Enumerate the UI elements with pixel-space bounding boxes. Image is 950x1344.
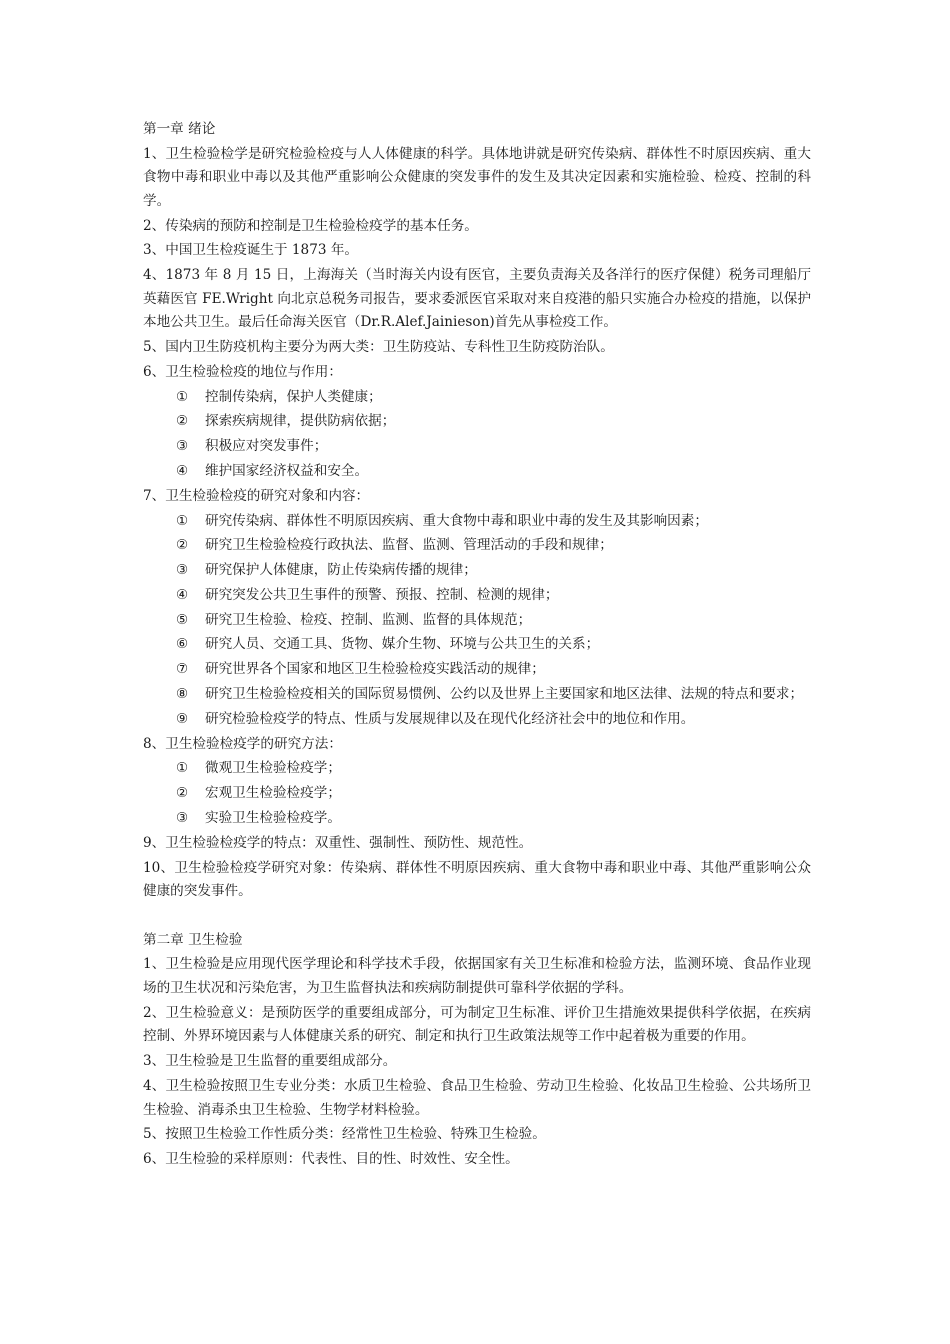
- chapter-2: [143, 929, 811, 1172]
- chapter-2-paragraph-6: 6、卫生检验的采样原则：代表性、目的性、时效性、安全性。: [143, 1151, 519, 1168]
- research-content-list: [143, 510, 811, 732]
- list-item-number: ⑧: [176, 686, 189, 703]
- list-item-text: 研究卫生检验检疫行政执法、监督、监测、管理活动的手段和规律；: [205, 537, 613, 554]
- list-item-text: 积极应对突发事件；: [205, 438, 328, 455]
- chapter-1-title: 第一章 绪论: [143, 121, 216, 137]
- list-item-number: ①: [176, 388, 189, 405]
- chapter-2-title: 第二章 卫生检验: [143, 931, 243, 948]
- list-item: [143, 807, 811, 831]
- chapter-2-paragraph-2: 2、卫生检验意义：是预防医学的重要组成部分，可为制定卫生标准、评价卫生措施效果提供科学依据，在疾病控制、外界环境因素与人体健康关系的研究、制定和执行卫生政策法规等工作中起着极为重要的作用。: [143, 1004, 811, 1045]
- research-method-list: [143, 757, 811, 830]
- list-item-number: ⑨: [176, 710, 189, 727]
- list-item-number: ⑦: [176, 661, 189, 678]
- list-item-text: 研究卫生检验检疫相关的国际贸易惯例、公约以及世界上主要国家和地区法律、法规的特点和要求；: [205, 686, 804, 703]
- list-item-number: ②: [176, 537, 189, 554]
- list-item: [143, 435, 811, 459]
- role-list: [143, 386, 811, 484]
- list-item-number: ②: [176, 785, 189, 802]
- list-item-text: 研究人员、交通工具、货物、媒介生物、环境与公共卫生的关系；: [205, 636, 600, 653]
- list-item-number: ③: [176, 562, 189, 579]
- chapter-1-paragraph-7: 7、卫生检验检疫的研究对象和内容：: [143, 487, 370, 504]
- list-item-text: 维护国家经济权益和安全。: [205, 463, 369, 479]
- list-item-number: ④: [176, 586, 189, 603]
- document-page: [143, 118, 811, 1173]
- list-item-text: 研究卫生检验、检疫、控制、监测、监督的具体规范；: [205, 611, 532, 628]
- list-item-number: ①: [176, 760, 189, 777]
- list-item-number: ③: [176, 809, 189, 826]
- chapter-1-paragraph-6: 6、卫生检验检疫的地位与作用：: [143, 363, 342, 380]
- chapter-2-paragraph-5: 5、按照卫生检验工作性质分类：经常性卫生检验、特殊卫生检验。: [143, 1126, 546, 1143]
- list-item: [143, 584, 811, 608]
- list-item-number: ③: [176, 438, 189, 455]
- list-item-number: ②: [176, 413, 189, 430]
- chapter-1-paragraph-4: 4、1873 年 8 月 15 日，上海海关（当时海关内设有医官，主要负责海关及各洋行的医疗保健）税务司理船厅英藉医官 FE.Wright 向北京总税务司报告，要求委派医官采取对来自疫港的船只实施合办检疫的措施，以保护本地公共卫生。最后任命海关医官（Dr.R.Alef.Jainieson)首先从事检疫工作。: [143, 267, 811, 331]
- list-item: [143, 534, 811, 558]
- list-item: [143, 782, 811, 806]
- chapter-2-paragraph-3: 3、卫生检验是卫生监督的重要组成部分。: [143, 1053, 397, 1070]
- list-item-text: 研究突发公共卫生事件的预警、预报、控制、检测的规律；: [205, 586, 559, 603]
- chapter-1-paragraph-9: 9、卫生检验检疫学的特点：双重性、强制性、预防性、规范性。: [143, 834, 533, 851]
- list-item: [143, 386, 811, 410]
- chapter-1-paragraph-8: 8、卫生检验检疫学的研究方法：: [143, 735, 342, 752]
- list-item: [143, 410, 811, 434]
- list-item-text: 研究保护人体健康，防止传染病传播的规律；: [205, 562, 477, 579]
- list-item-text: 微观卫生检验检疫学；: [205, 760, 341, 777]
- list-item: [143, 559, 811, 583]
- list-item-number: ①: [176, 512, 189, 529]
- chapter-1-paragraph-10: 10、卫生检验检疫学研究对象：传染病、群体性不明原因疾病、重大食物中毒和职业中毒、其他严重影响公众健康的突发事件。: [143, 859, 811, 900]
- list-item: [143, 757, 811, 781]
- list-item-text: 研究检验检疫学的特点、性质与发展规律以及在现代化经济社会中的地位和作用。: [205, 710, 695, 727]
- chapter-2-paragraph-1: 1、卫生检验是应用现代医学理论和科学技术手段，依据国家有关卫生标准和检验方法，监测环境、食品作业现场的卫生状况和污染危害，为卫生监督执法和疾病防制提供可靠科学依据的学科。: [143, 956, 811, 997]
- list-item-text: 实验卫生检验检疫学。: [205, 809, 341, 826]
- list-item-text: 探索疾病规律，提供防病依据；: [205, 413, 396, 430]
- list-item-number: ④: [176, 463, 189, 479]
- list-item-text: 研究世界各个国家和地区卫生检验检疫实践活动的规律；: [205, 661, 545, 678]
- list-item-text: 宏观卫生检验检疫学；: [205, 785, 341, 802]
- chapter-1-paragraph-1: 1、卫生检验检学是研究检验检疫与人人体健康的科学。具体地讲就是研究传染病、群体性不时原因疾病、重大食物中毒和职业中毒以及其他严重影响公众健康的突发事件的发生及其决定因素和实施检验、检疫、控制的科学。: [143, 145, 811, 209]
- chapter-1: [143, 118, 811, 904]
- chapter-1-paragraph-2: 2、传染病的预防和控制是卫生检验检疫学的基本任务。: [143, 217, 478, 234]
- list-item-text: 研究传染病、群体性不明原因疾病、重大食物中毒和职业中毒的发生及其影响因素；: [205, 512, 708, 529]
- list-item: [143, 633, 811, 657]
- list-item: [143, 609, 811, 633]
- list-item-number: ⑤: [176, 611, 189, 628]
- chapter-2-paragraph-4: 4、卫生检验按照卫生专业分类：水质卫生检验、食品卫生检验、劳动卫生检验、化妆品卫生检验、公共场所卫生检验、消毒杀虫卫生检验、生物学材料检验。: [143, 1078, 811, 1118]
- chapter-1-paragraph-3: 3、中国卫生检疫诞生于 1873 年。: [143, 242, 359, 259]
- chapter-1-paragraph-5: 5、国内卫生防疫机构主要分为两大类：卫生防疫站、专科性卫生防疫防治队。: [143, 339, 614, 356]
- list-item: [143, 510, 811, 534]
- list-item: [143, 460, 811, 484]
- section-gap: [143, 905, 811, 929]
- list-item-number: ⑥: [176, 636, 189, 653]
- list-item: [143, 683, 811, 707]
- list-item: [143, 708, 811, 732]
- list-item-text: 控制传染病，保护人类健康；: [205, 388, 382, 405]
- list-item: [143, 658, 811, 682]
